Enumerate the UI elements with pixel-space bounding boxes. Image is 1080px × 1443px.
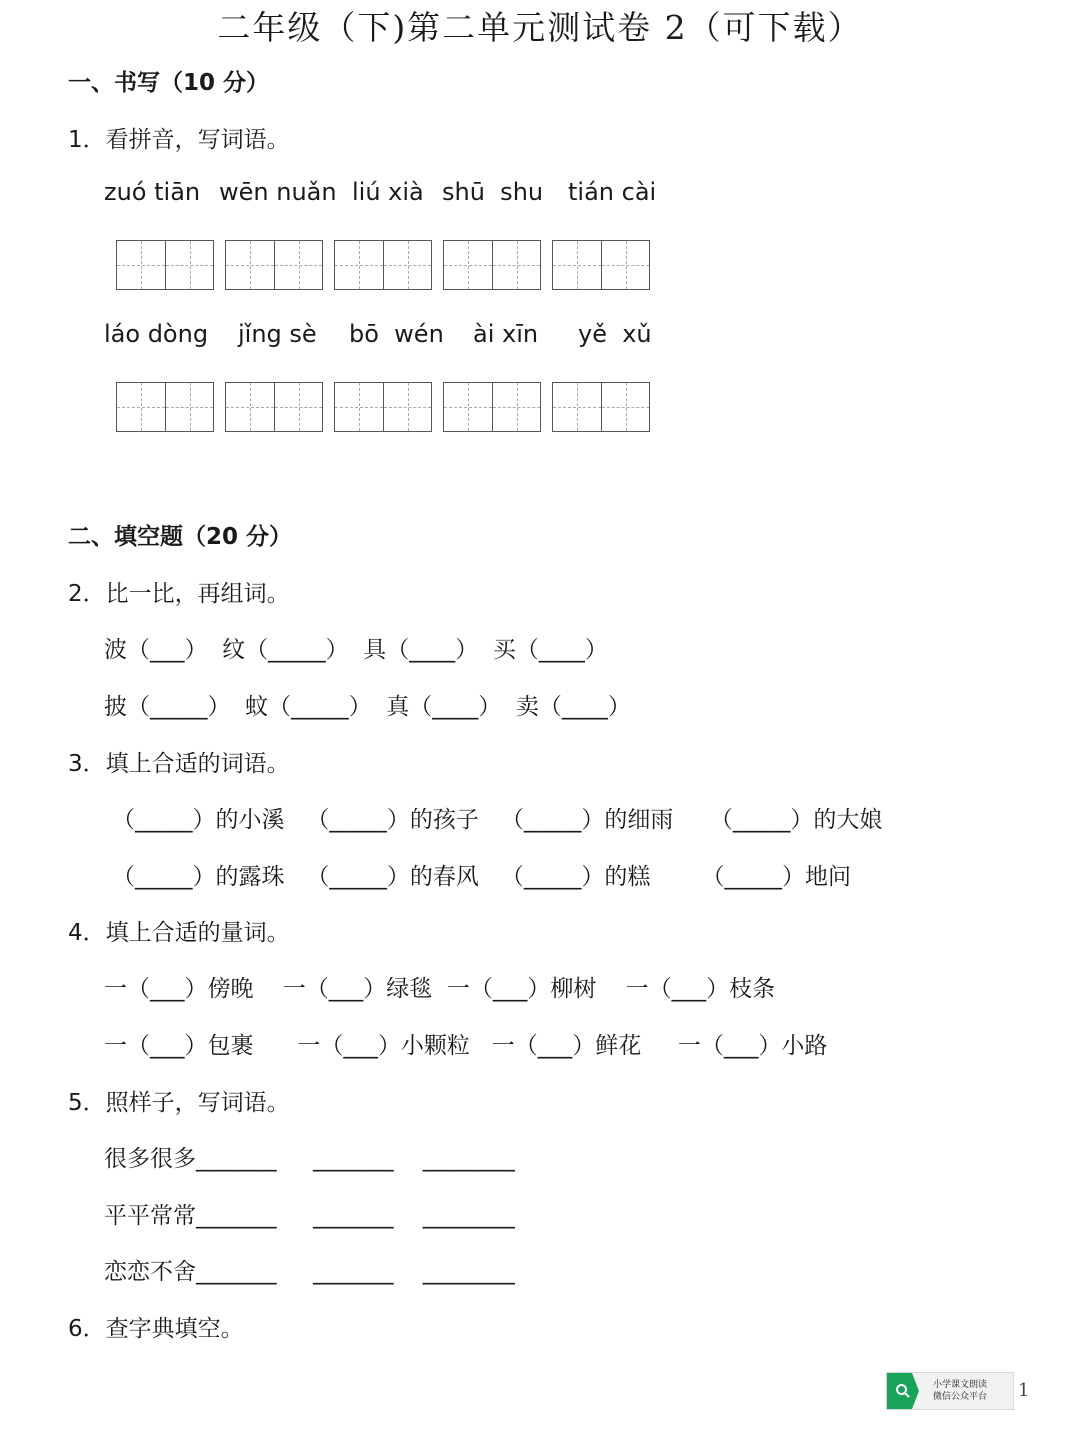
writing-box[interactable] bbox=[334, 382, 432, 432]
writing-box[interactable] bbox=[443, 240, 541, 290]
question-3-prompt: 3．填上合适的词语。 bbox=[68, 751, 290, 777]
pinyin-label: jǐng sè bbox=[238, 320, 317, 348]
pinyin-label: ài xīn bbox=[473, 320, 539, 348]
section-heading-fill: 二、填空题（20 分） bbox=[68, 524, 293, 550]
section-heading-writing: 一、书写（10 分） bbox=[68, 70, 270, 96]
writing-box[interactable] bbox=[225, 382, 323, 432]
writing-box[interactable] bbox=[443, 382, 541, 432]
question-3-line[interactable]: （_____）的露珠 （_____）的春风 （_____）的糕 （_____）地问 bbox=[112, 864, 852, 890]
pinyin-label: liú xià bbox=[352, 178, 424, 206]
page-title: 二年级（下)第二单元测试卷 2（可下载） bbox=[217, 8, 863, 47]
pinyin-label: bō wén bbox=[349, 320, 444, 348]
question-2-prompt: 2．比一比，再组词。 bbox=[68, 581, 290, 607]
writing-box[interactable] bbox=[225, 240, 323, 290]
pinyin-label: láo dòng bbox=[104, 320, 209, 348]
writing-box[interactable] bbox=[552, 382, 650, 432]
question-4-line[interactable]: 一（___）傍晚 一（___）绿毯 一（___）柳树 一（___）枝条 bbox=[104, 976, 776, 1002]
question-4-line[interactable]: 一（___）包裹 一（___）小颗粒 一（___）鲜花 一（___）小路 bbox=[104, 1033, 828, 1059]
question-6-prompt: 6．查字典填空。 bbox=[68, 1316, 244, 1342]
pinyin-label: yě xǔ bbox=[578, 320, 652, 348]
page-number: 1 bbox=[1018, 1380, 1030, 1401]
search-icon bbox=[887, 1373, 919, 1409]
question-3-line[interactable]: （_____）的小溪 （_____）的孩子 （_____）的细雨 （_____）的大娘 bbox=[112, 807, 883, 833]
question-1-prompt: 1．看拼音，写词语。 bbox=[68, 127, 290, 153]
question-5-line[interactable]: 恋恋不舍_______ _______ ________ bbox=[104, 1259, 515, 1285]
wechat-badge[interactable] bbox=[886, 1372, 1014, 1410]
badge-text: 小学课文朗读 微信公众平台 bbox=[933, 1380, 988, 1402]
question-4-prompt: 4．填上合适的量词。 bbox=[68, 920, 290, 946]
question-5-line[interactable]: 很多很多_______ _______ ________ bbox=[104, 1146, 515, 1172]
writing-grid-row-2 bbox=[116, 382, 650, 432]
writing-box[interactable] bbox=[116, 240, 214, 290]
question-2-line[interactable]: 披（_____） 蚊（_____） 真（____） 卖（____） bbox=[104, 694, 631, 720]
question-5-prompt: 5．照样子，写词语。 bbox=[68, 1090, 290, 1116]
writing-box[interactable] bbox=[334, 240, 432, 290]
writing-box[interactable] bbox=[552, 240, 650, 290]
question-2-line[interactable]: 波（___） 纹（_____） 具（____） 买（____） bbox=[104, 637, 608, 663]
pinyin-label: tián cài bbox=[568, 178, 657, 206]
pinyin-label: shū shu bbox=[442, 178, 544, 206]
question-5-line[interactable]: 平平常常_______ _______ ________ bbox=[104, 1203, 515, 1229]
writing-grid-row-1 bbox=[116, 240, 650, 290]
writing-box[interactable] bbox=[116, 382, 214, 432]
pinyin-label: wēn nuǎn bbox=[219, 178, 337, 206]
pinyin-label: zuó tiān bbox=[104, 178, 201, 206]
